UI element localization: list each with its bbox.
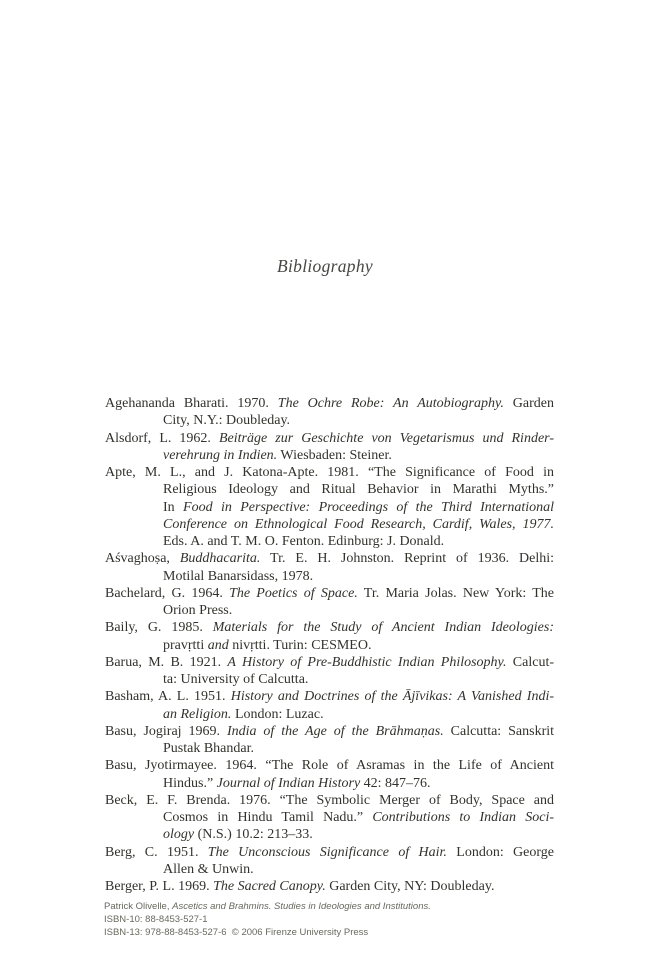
text-segment: Motilal Banarsidass, 1978.	[163, 568, 314, 584]
bibliography-line	[105, 412, 554, 429]
text-segment: Berg, C. 1951.	[105, 844, 208, 860]
bibliography-entry	[105, 430, 554, 465]
bibliography-line	[105, 464, 554, 481]
text-segment: Aśvaghoṣa,	[105, 551, 180, 567]
text-segment: Tr. E. H. Johnston. Reprint of 1936. Delhi:	[260, 551, 554, 567]
bibliography-line	[105, 481, 554, 498]
text-segment: Calcut-	[506, 654, 554, 670]
bibliography-line	[105, 585, 554, 602]
bibliography-line	[105, 861, 554, 878]
bibliography-line	[105, 792, 554, 809]
text-segment: Garden City, NY: Doubleday.	[325, 879, 495, 894]
bibliography-line	[105, 654, 554, 671]
bibliography-entry	[105, 654, 554, 689]
text-segment: Basham, A. L. 1951.	[105, 689, 231, 705]
text-segment: Wiesbaden: Steiner.	[277, 447, 392, 463]
text-segment: (N.S.) 10.2: 213–33.	[194, 827, 313, 843]
text-segment: Alsdorf, L. 1962.	[105, 430, 219, 446]
bibliography-line	[105, 568, 554, 585]
text-segment: pravṛtti	[163, 637, 208, 653]
bibliography-line	[105, 740, 554, 757]
bibliography-line	[105, 516, 554, 533]
bibliography-line	[105, 688, 554, 705]
text-segment: Beck, E. F. Brenda. 1976. “The Symbolic Merger of Body, Space and	[105, 792, 554, 808]
bibliography-line	[105, 637, 554, 654]
text-segment: Eds. A. and T. M. O. Fenton. Edinburg: J. Donald.	[163, 534, 445, 549]
text-segment: Barua, M. B. 1921.	[105, 654, 228, 670]
text-segment: Calcutta: Sanskrit	[443, 723, 555, 739]
bibliography-entry	[105, 585, 554, 620]
bibliography-line	[105, 671, 554, 688]
bibliography-entry	[105, 395, 554, 430]
text-segment: Patrick Olivelle,	[104, 901, 173, 912]
italic-text-segment: Conference on Ethnological Food Research, Cardif, Wales, 1977.	[163, 516, 554, 532]
bibliography-line	[105, 809, 554, 826]
text-segment: Tr. Maria Jolas. New York: The	[357, 585, 555, 601]
text-segment: London: Luzac.	[231, 706, 324, 722]
text-segment: ISBN-10: 88-8453-527-1	[104, 914, 208, 926]
italic-text-segment: Contributions to Indian Soci-	[372, 810, 554, 825]
text-segment: In	[163, 499, 184, 515]
footer-line	[104, 900, 584, 913]
italic-text-segment: ology	[163, 827, 195, 843]
text-segment: Berger, P. L. 1969.	[105, 879, 214, 894]
bibliography-line	[105, 550, 554, 567]
text-segment: Hindus.”	[163, 775, 217, 791]
text-segment: ta: University of Calcutta.	[163, 672, 309, 687]
bibliography-line	[105, 619, 554, 636]
bibliography-line	[105, 395, 554, 412]
bibliography-entry	[105, 792, 554, 844]
text-segment: nivṛtti. Turin: CESMEO.	[228, 637, 372, 653]
bibliography-entry	[105, 619, 554, 654]
bibliography-line	[105, 723, 554, 740]
italic-text-segment: The Sacred Canopy.	[213, 879, 326, 894]
bibliography-entry	[105, 688, 554, 723]
text-segment: Basu, Jyotirmayee. 1964. “The Role of Asramas in the Life of Ancient	[105, 758, 554, 774]
italic-text-segment: Journal of Indian History	[216, 775, 361, 791]
text-segment: ISBN-13: 978-88-8453-527-6 © 2006 Firenze University Press	[104, 927, 369, 939]
italic-text-segment: Materials for the Study of Ancient Indian Ideologies:	[212, 620, 554, 636]
bibliography-line	[105, 602, 554, 619]
text-segment: Pustak Bhandar.	[163, 741, 254, 756]
bibliography-line	[105, 878, 554, 895]
text-segment: Garden	[503, 396, 554, 411]
bibliography-entry	[105, 878, 554, 895]
bibliography-line	[105, 775, 554, 792]
text-segment: Baily, G. 1985.	[105, 620, 213, 636]
footer-line	[104, 913, 584, 926]
italic-text-segment: The Ochre Robe: An Autobiography.	[277, 396, 504, 411]
italic-text-segment: verehrung in Indien.	[163, 447, 278, 463]
italic-text-segment: an Religion.	[163, 706, 232, 722]
text-segment: Cosmos in Hindu Tamil Nadu.”	[163, 810, 373, 825]
bibliography-entry	[105, 723, 554, 758]
text-segment: Orion Press.	[163, 603, 233, 618]
text-segment: City, N.Y.: Doubleday.	[163, 413, 291, 429]
bibliography-entry	[105, 844, 554, 879]
italic-text-segment: A History of Pre-Buddhistic Indian Philosophy.	[227, 654, 507, 670]
italic-text-segment: The Poetics of Space.	[229, 585, 358, 601]
italic-text-segment: The Unconscious Significance of Hair.	[207, 844, 447, 860]
text-segment: Basu, Jogiraj 1969.	[105, 723, 227, 739]
bibliography-line	[105, 757, 554, 774]
text-segment: Apte, M. L., and J. Katona-Apte. 1981. “The Significance of Food in	[105, 465, 554, 480]
italic-text-segment: India of the Age of the Brāhmaṇas.	[226, 723, 444, 739]
bibliography-line	[105, 826, 554, 843]
italic-text-segment: Buddhacarita.	[179, 551, 261, 567]
text-segment: Religious Ideology and Ritual Behavior in Marathi Myths.”	[163, 482, 554, 498]
text-segment: Allen & Unwin.	[163, 861, 254, 877]
footer-line	[104, 926, 584, 939]
italic-text-segment: Ascetics and Brahmins. Studies in Ideologies and Institutions.	[172, 901, 431, 912]
bibliography-line	[105, 844, 554, 861]
italic-text-segment: Beiträge zur Geschichte von Vegetarismus und Rinder-	[219, 430, 554, 446]
text-segment: 42: 847–76.	[360, 775, 431, 791]
italic-text-segment: Food in Perspective: Proceedings of the Third International	[183, 499, 554, 515]
bibliography-line	[105, 499, 554, 516]
bibliography-entry	[105, 550, 554, 585]
copyright-footer	[104, 900, 584, 940]
bibliography-line	[105, 533, 554, 550]
bibliography-entry	[105, 757, 554, 792]
bibliography-list	[105, 395, 554, 895]
bibliography-entry	[105, 464, 554, 550]
bibliography-line	[105, 706, 554, 723]
italic-text-segment: History and Doctrines of the Ājīvikas: A Vanished Indi-	[230, 689, 554, 705]
text-segment: London: George	[446, 844, 554, 860]
italic-text-segment: and	[207, 637, 229, 653]
text-segment: Agehananda Bharati. 1970.	[105, 396, 278, 411]
bibliography-line	[105, 447, 554, 464]
page-title: Bibliography	[277, 256, 373, 276]
bibliography-line	[105, 430, 554, 447]
text-segment: Bachelard, G. 1964.	[105, 585, 230, 601]
